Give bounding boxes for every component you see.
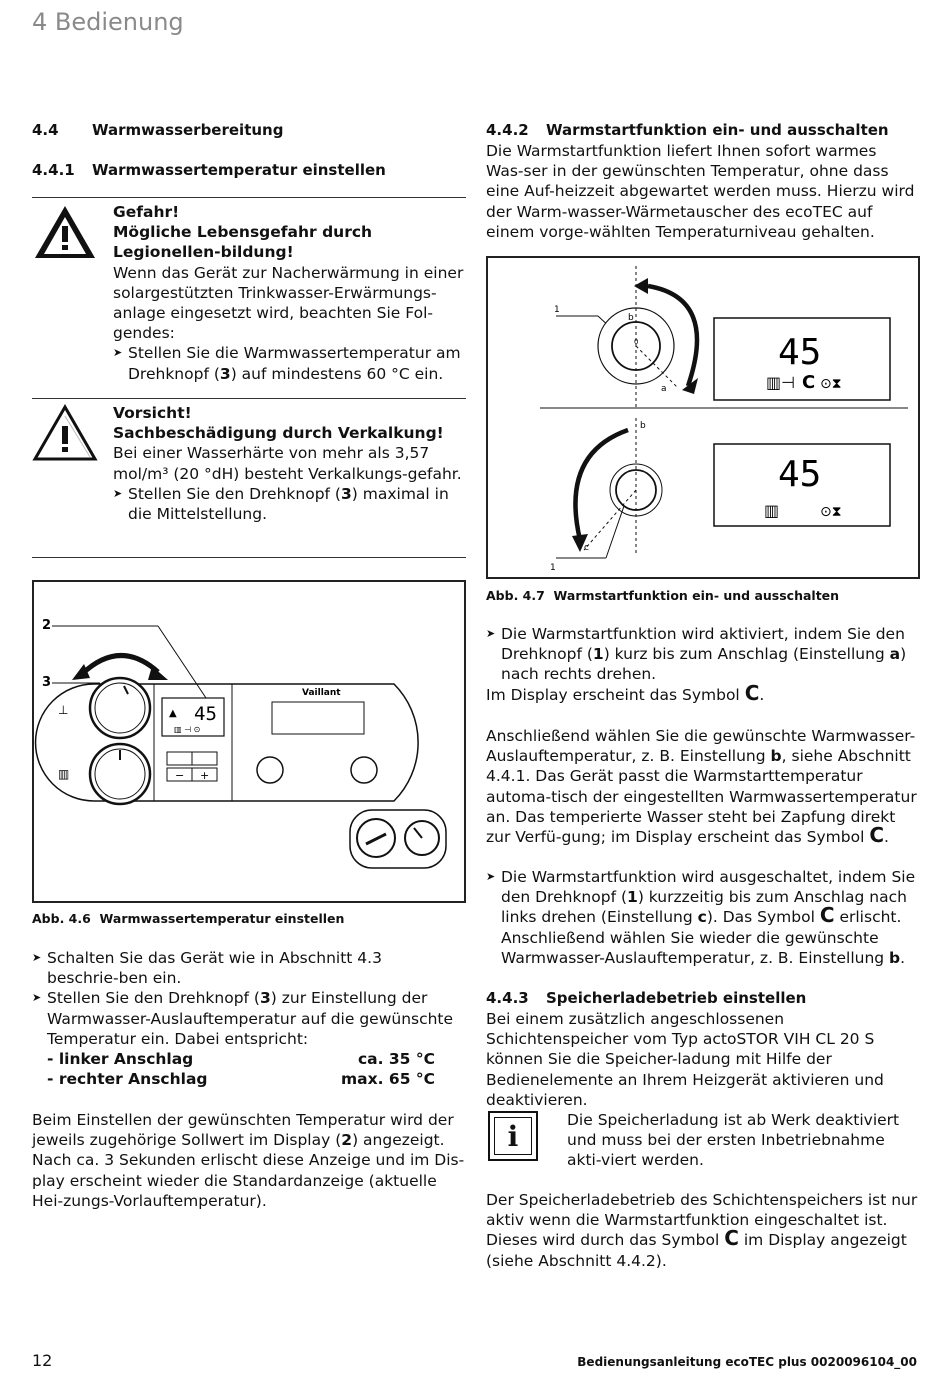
figure-4-6-caption: Abb. 4.6 Warmwassertemperatur einstellen <box>32 911 345 926</box>
svg-text:0: 0 <box>634 338 639 346</box>
svg-text:▥ ⊣ ⊙: ▥ ⊣ ⊙ <box>174 725 201 734</box>
c-symbol-display: C <box>802 372 816 393</box>
heading-4-4-3: 4.4.3 Speicherladebetrieb einstellen <box>486 989 807 1007</box>
danger-text: Wenn das Gerät zur Nacherwärmung in einer solargestützten Trinkwasser-Erwärmungs-anlage eingesetzt wird, beachten Sie Fol-gendes: <box>113 263 464 343</box>
figure-4-6 <box>32 580 466 903</box>
step-set-knob: ➤ Stellen Sie den Drehknopf (3) zur Einstellung der Warmwasser-Auslauftemperatur auf die gewünschte Temperatur ein. Dabei entspricht: <box>32 988 457 1049</box>
svg-text:⊙⧗: ⊙⧗ <box>820 504 842 520</box>
control-panel-illustration <box>34 582 464 901</box>
page-number: 12 <box>32 1351 53 1370</box>
left-paragraph: Beim Einstellen der gewünschten Temperatur wird der jeweils zugehörige Sollwert im Display (2) angezeigt. Nach ca. 3 Sekunden erlischt diese Anzeige und im Dis-play erscheint wieder die Standardanzeige (aktuelle Hei-zungs-Vorlauftemperatur). <box>32 1111 465 1210</box>
caution-notice <box>113 403 465 524</box>
svg-text:−: − <box>175 769 185 782</box>
heading-4-4-2: 4.4.2 Warmstartfunktion ein- und ausschalten <box>486 121 889 139</box>
setting-b-top: b <box>628 313 634 323</box>
setting-a: a <box>661 384 667 394</box>
left-steps <box>32 948 457 1089</box>
c-symbol: C <box>819 903 835 928</box>
c-symbol: C <box>744 680 760 705</box>
callout-1-bottom: 1 <box>550 563 556 573</box>
heading-4-4: 4.4 Warmwasserbereitung <box>32 121 284 139</box>
temperature-limits <box>32 1049 457 1089</box>
svg-text:+: + <box>200 769 210 782</box>
heading-4-4-1: 4.4.1 Warmwassertemperatur einstellen <box>32 161 386 179</box>
caution-subtitle: Sachbeschädigung durch Verkalkung! <box>113 424 444 443</box>
display-top-icons: ▥⊣ <box>766 373 796 392</box>
tap-icon: ⊥ <box>58 703 69 717</box>
svg-text:▲: ▲ <box>169 708 177 719</box>
warmstart-off: ➤ Die Warmstartfunktion wird ausgeschaltet, indem Sie den Drehknopf (1) kurzzeitig bis zum Anschlag nach links drehen (Einstellung c). Das Symbol C erlischt. Anschließend wählen Sie wieder die gewünschte Warmwasser-Auslauftemperatur, z. B. Einstellung b. <box>486 867 920 968</box>
warmstart-illustration <box>488 258 918 577</box>
callout-3: 3 <box>42 675 52 690</box>
caution-title: Vorsicht! <box>113 404 192 422</box>
caution-instruction: ➤ Stellen Sie den Drehknopf (3) maximal in die Mittelstellung. <box>113 484 465 524</box>
info-text: Die Speicherladung ist ab Werk deaktiviert und muss bei der ersten Inbetriebnahme akti-viert werden. <box>567 1111 900 1170</box>
warmstart-after: Anschließend wählen Sie die gewünschte Warmwasser-Auslauftemperatur, z. B. Einstellung b, siehe Abschnitt 4.4.1. Das Gerät passt die Warmstarttemperatur automa-tisch der eingestellten Warmwassertemperatur an. Das temperierte Wasser steht bei Zapfung direkt zur Verfü-gung; im Display erscheint das Symbol C. <box>486 727 917 848</box>
svg-text:▥: ▥ <box>764 501 780 520</box>
svg-text:⊙⧗: ⊙⧗ <box>820 376 842 392</box>
danger-subtitle: Mögliche Lebensgefahr durch Legionellen-bildung! <box>113 223 373 262</box>
display-bottom-value: 45 <box>778 454 822 495</box>
danger-warning-icon <box>32 203 98 261</box>
brand-logo: Vaillant <box>302 688 341 698</box>
caution-text: Bei einer Wasserhärte von mehr als 3,57 mol/m³ (20 °dH) besteht Verkalkungs-gefahr. <box>113 444 462 483</box>
limit-right: - rechter Anschlag max. 65 °C <box>47 1070 435 1089</box>
callout-1-top: 1 <box>554 305 560 315</box>
figure-4-7 <box>486 256 920 579</box>
divider <box>32 197 466 198</box>
display-value: 45 <box>194 703 217 725</box>
chapter-title: 4 Bedienung <box>32 8 184 36</box>
setting-b-bottom: b <box>640 421 646 431</box>
radiator-icon: ▥ <box>58 767 70 781</box>
info-icon: i <box>488 1111 538 1161</box>
c-symbol: C <box>869 823 885 848</box>
divider <box>32 557 466 558</box>
display-top-value: 45 <box>778 332 822 373</box>
caution-warning-icon <box>32 404 98 462</box>
speicher-text: Bei einem zusätzlich angeschlossenen Schichtenspeicher vom Typ actoSTOR VIH CL 20 S können Sie die Speicher-ladung mit Hilfe der Bedienelemente an Ihrem Heizgerät aktivieren und deaktivieren. <box>486 1010 884 1109</box>
danger-title: Gefahr! <box>113 203 180 221</box>
divider <box>32 398 466 399</box>
callout-2: 2 <box>42 618 52 633</box>
speicher-final: Der Speicherladebetrieb des Schichtenspeichers ist nur aktiv wenn die Warmstartfunktion eingeschaltet ist. Dieses wird durch das Symbol C im Display angezeigt (siehe Abschnitt 4.4.2). <box>486 1191 918 1270</box>
warmstart-intro: Die Warmstartfunktion liefert Ihnen sofort warmes Was-ser in der gewünschten Temperatur, ohne dass eine Auf-heizzeit abgewartet werden muss. Hierzu wird der Warm-wasser-Wärmetauscher des ecoTEC auf einem vorge-wählten Temperaturniveau gehalten. <box>486 142 915 241</box>
danger-instruction: ➤ Stellen Sie die Warmwassertemperatur am Drehknopf (3) auf mindestens 60 °C ein. <box>113 343 465 383</box>
danger-notice <box>113 202 465 384</box>
setting-c: c <box>584 543 589 553</box>
warmstart-on: ➤ Die Warmstartfunktion wird aktiviert, indem Sie den Drehknopf (1) kurz bis zum Anschlag (Einstellung a) nach rechts drehen. Im Display erscheint das Symbol C. <box>486 624 920 705</box>
c-symbol: C <box>724 1226 739 1251</box>
figure-4-7-caption: Abb. 4.7 Warmstartfunktion ein- und ausschalten <box>486 588 840 603</box>
limit-left: - linker Anschlag ca. 35 °C <box>47 1050 435 1069</box>
document-title: Bedienungsanleitung ecoTEC plus 0020096104_00 <box>577 1355 917 1369</box>
step-switch-on: ➤ Schalten Sie das Gerät wie in Abschnitt 4.3 beschrie-ben ein. <box>32 948 457 988</box>
